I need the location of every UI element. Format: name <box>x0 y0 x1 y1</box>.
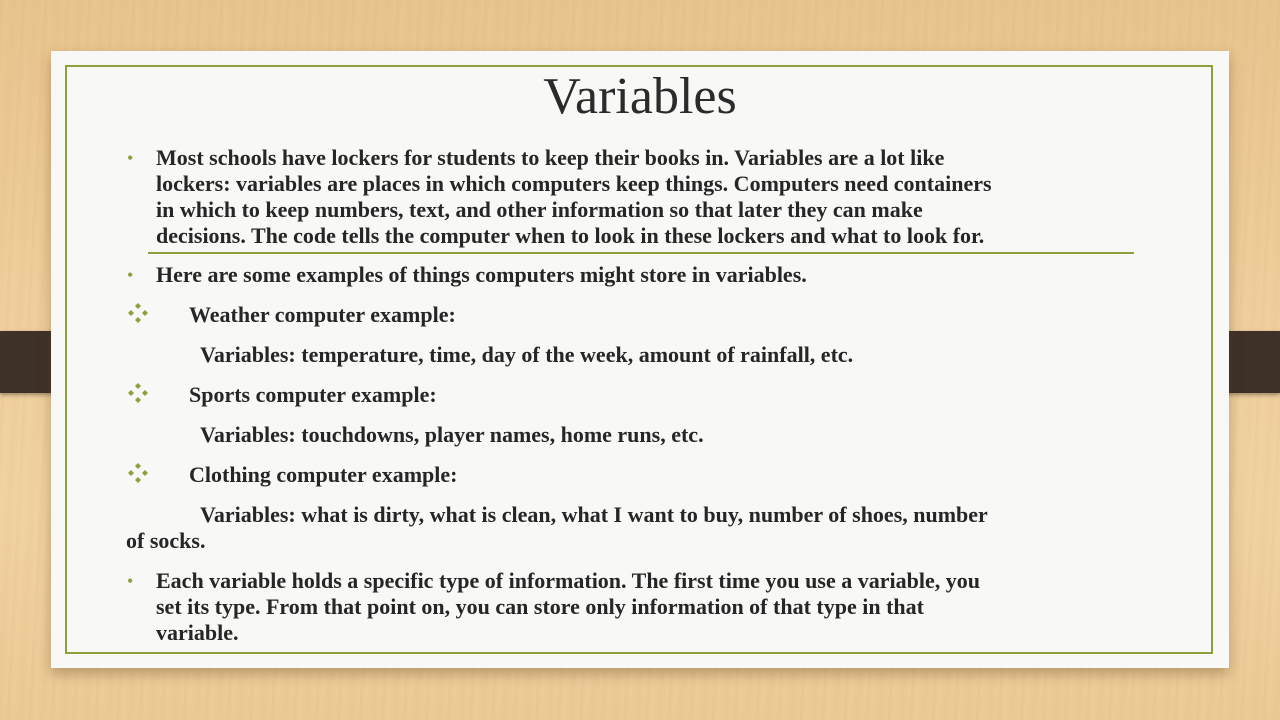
bullet-dot-icon: • <box>127 571 134 591</box>
paragraph-line: Each variable holds a specific type of information. The first time you use a variable, you <box>156 568 980 593</box>
example-variables: Variables: what is dirty, what is clean, what I want to buy, number of shoes, number <box>200 502 988 527</box>
divider-rule <box>148 252 1134 254</box>
diamond-bullet-icon <box>127 382 149 404</box>
paragraph-line: set its type. From that point on, you can store only information of that type in that <box>156 594 924 619</box>
example-heading: Sports computer example: <box>189 382 437 407</box>
bullet-dot-icon: • <box>127 265 134 285</box>
example-heading: Clothing computer example: <box>189 462 458 487</box>
slide <box>51 51 1229 668</box>
diamond-bullet-icon <box>127 302 149 324</box>
paragraph-line: lockers: variables are places in which computers keep things. Computers need containers <box>156 171 992 196</box>
example-variables: Variables: temperature, time, day of the week, amount of rainfall, etc. <box>200 342 854 367</box>
example-variables: Variables: touchdowns, player names, home runs, etc. <box>200 422 704 447</box>
diamond-bullet-icon <box>127 462 149 484</box>
paragraph-line: Most schools have lockers for students to keep their books in. Variables are a lot like <box>156 145 945 170</box>
example-heading: Weather computer example: <box>189 302 456 327</box>
paragraph-line: variable. <box>156 620 239 645</box>
paragraph-line: Here are some examples of things computers might store in variables. <box>156 262 807 287</box>
slide-content <box>51 51 1229 668</box>
slide-title: Variables <box>543 68 737 125</box>
bullet-dot-icon: • <box>127 148 134 168</box>
paragraph-line: in which to keep numbers, text, and other information so that later they can make <box>156 197 923 222</box>
paragraph-line: decisions. The code tells the computer when to look in these lockers and what to look for. <box>156 223 985 248</box>
example-variables: of socks. <box>126 528 206 553</box>
